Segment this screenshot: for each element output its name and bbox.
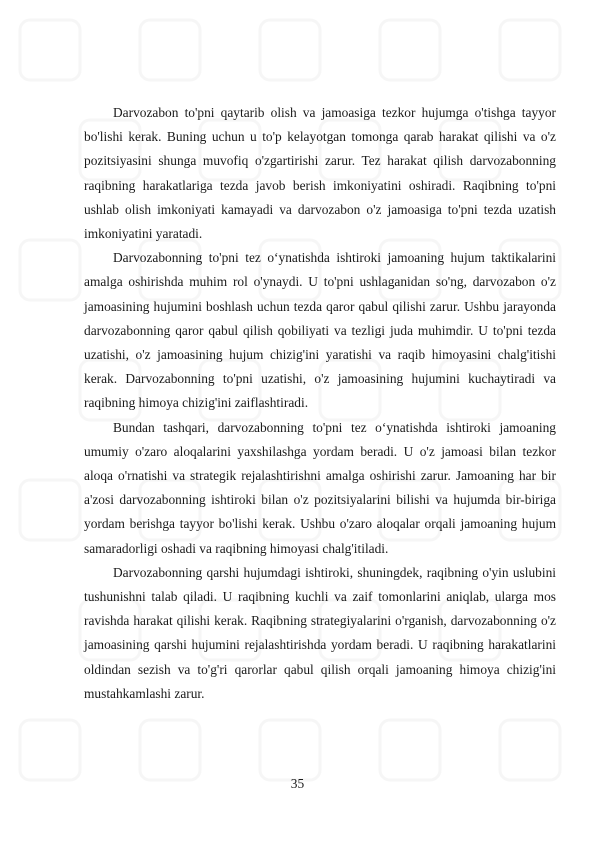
paragraph-2: Darvozabonning to'pni tez o‘ynatishda ishtiroki jamoaning hujum taktikalarini amalga oshirishda muhim rol o'ynaydi. U to'pni ushlaganidan so'ng, darvozabon o'z jamoasining hujumini boshlash uchun tezda qaror qabul qilishi zarur. Ushbu jarayonda darvozabonning qaror qabul qilish qobiliyati va tezligi juda muhimdir. U to'pni tezda uzatishi, o'z jamoasining hujum chizig'ini yaratishi va raqib himoyasini chalg'itishi kerak. Darvozabonning to'pni uzatishi, o'z jamoasining hujumini kuchaytiradi va raqibning himoya chizig'ini zaiflashtiradi.: [84, 250, 556, 411]
paragraph-4: Darvozabonning qarshi hujumdagi ishtiroki, shuningdek, raqibning o'yin uslubini tushunishni talab qiladi. U raqibning kuchli va zaif tomonlarini aniqlab, ularga mos ravishda harakat qilishi kerak. Raqibning strategiyalarini o'rganish, darvozabonning o'z jamoasining qarshi hujumini rejalashtirishda yordam beradi. U raqibning harakatlarini oldindan sezish va to'g'ri qarorlar qabul qilish orqali jamoaning himoya chizig'ini mustahkamlashi zarur.: [84, 564, 556, 701]
paragraph-1: Darvozabon to'pni qaytarib olish va jamoasiga tezkor hujumga o'tishga tayyor bo'lishi kerak. Buning uchun u to'p kelayotgan tomonga qarab harakat qilishi va o'z pozitsiyasini shunga muvofiq o'zgartirishi zarur. Tez harakat qilish darvozabonning raqibning harakatlariga tezda javob berish imkoniyatini oshiradi. Raqibning to'pni ushlab olish imkoniyati kamayadi va darvozabon o'z jamoasiga to'pni tezda uzatish imkoniyatini yaratadi.: [84, 105, 556, 242]
page-number: 35: [290, 776, 305, 791]
paragraph-3: Bundan tashqari, darvozabonning to'pni tez o‘ynatishda ishtiroki jamoaning umumiy o'zaro aloqalarini yaxshilashga yordam beradi. U o'z jamoasi bilan tezkor aloqa o'rnatishi va strategik rejalashtirishni amalga oshirishi zarur. Jamoaning har bir a'zosi darvozabonning ishtiroki bilan o'z pozitsiyalarini bilishi va hujumda bir-biriga yordam berishga tayyor bo'lishi kerak. Ushbu o'zaro aloqalar orqali jamoaning hujum samaradorligi oshadi va raqibning himoyasi chalg'itiladi.: [84, 419, 556, 556]
document-body: [84, 101, 556, 706]
